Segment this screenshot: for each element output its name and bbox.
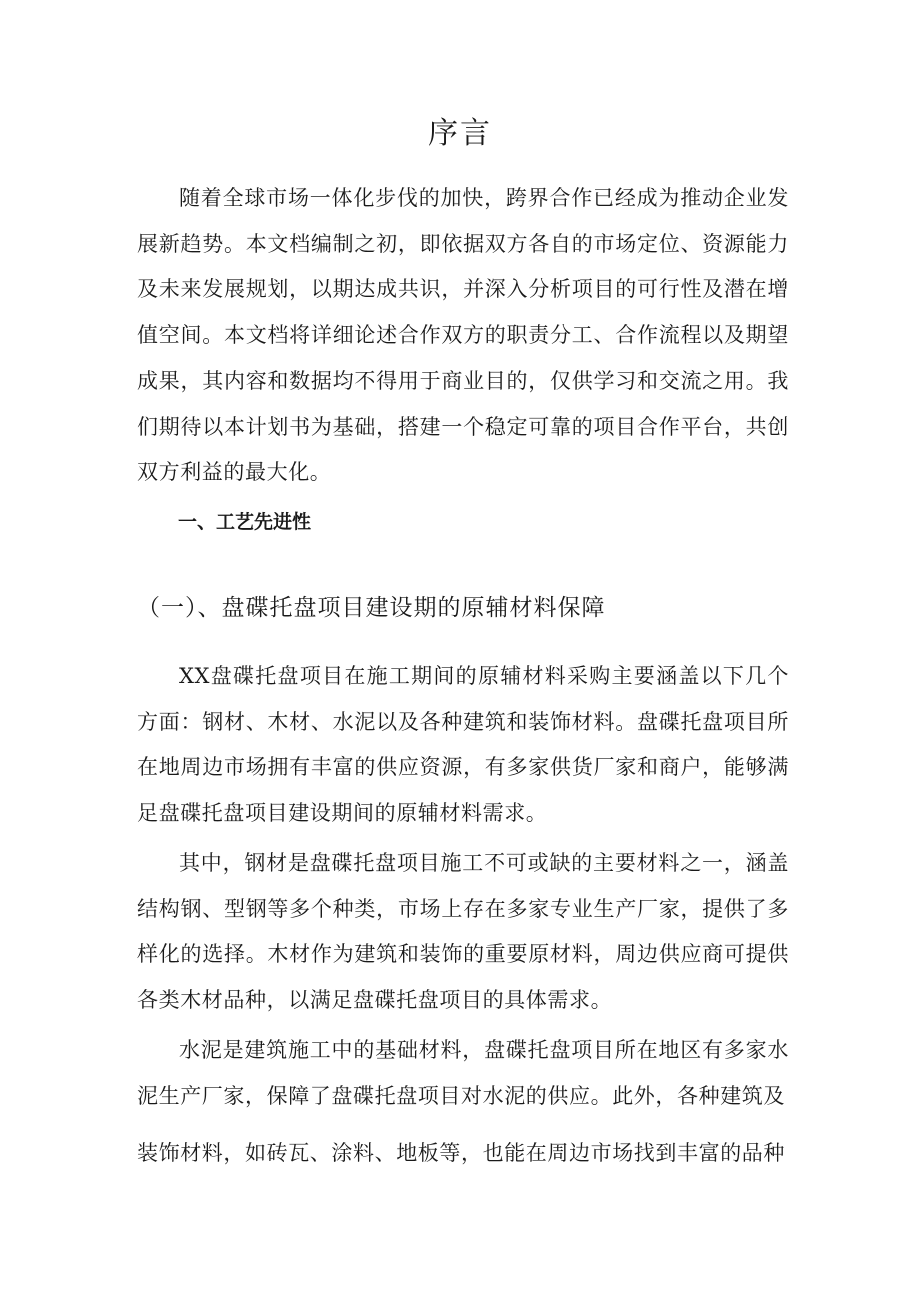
page-title: 序言: [428, 116, 492, 151]
body-paragraph-cement-continued: 装饰材料，如砖瓦、涂料、地板等，也能在周边市场找到丰富的品种: [137, 1141, 785, 1165]
preface-paragraph: 随着全球市场一体化步伐的加快，跨界合作已经成为推动企业发展新趋势。本文档编制之初，即依据双方各自的市场定位、资源能力及未来发展规划，以期达成共识，并深入分析项目的可行性及潜在增值空间。本文档将详细论述合作双方的职责分工、合作流程以及期望成果，其内容和数据均不得用于商业目的，仅供学习和交流之用。我们期待以本计划书为基础，搭建一个稳定可靠的项目合作平台，共创双方利益的最大化。: [137, 186, 789, 485]
subsection-heading-raw-materials: （一）、盘碟托盘项目建设期的原辅材料保障: [137, 595, 606, 621]
section-heading-process-advancement: 一、工艺先进性: [178, 511, 312, 533]
body-paragraph-steel-wood: 其中，钢材是盘碟托盘项目施工不可或缺的主要材料之一，涵盖结构钢、型钢等多个种类，市场上存在多家专业生产厂家，提供了多样化的选择。木材作为建筑和装饰的重要原材料，周边供应商可提供各类木材品种，以满足盘碟托盘项目的具体需求。: [137, 851, 789, 1013]
body-paragraph-cement: 水泥是建筑施工中的基础材料，盘碟托盘项目所在地区有多家水泥生产厂家，保障了盘碟托盘项目对水泥的供应。此外，各种建筑及: [137, 1038, 789, 1108]
body-paragraph-procurement: XX盘碟托盘项目在施工期间的原辅材料采购主要涵盖以下几个方面：钢材、木材、水泥以及各种建筑和装饰材料。盘碟托盘项目所在地周边市场拥有丰富的供应资源，有多家供货厂家和商户，能够满足盘碟托盘项目建设期间的原辅材料需求。: [137, 664, 789, 826]
